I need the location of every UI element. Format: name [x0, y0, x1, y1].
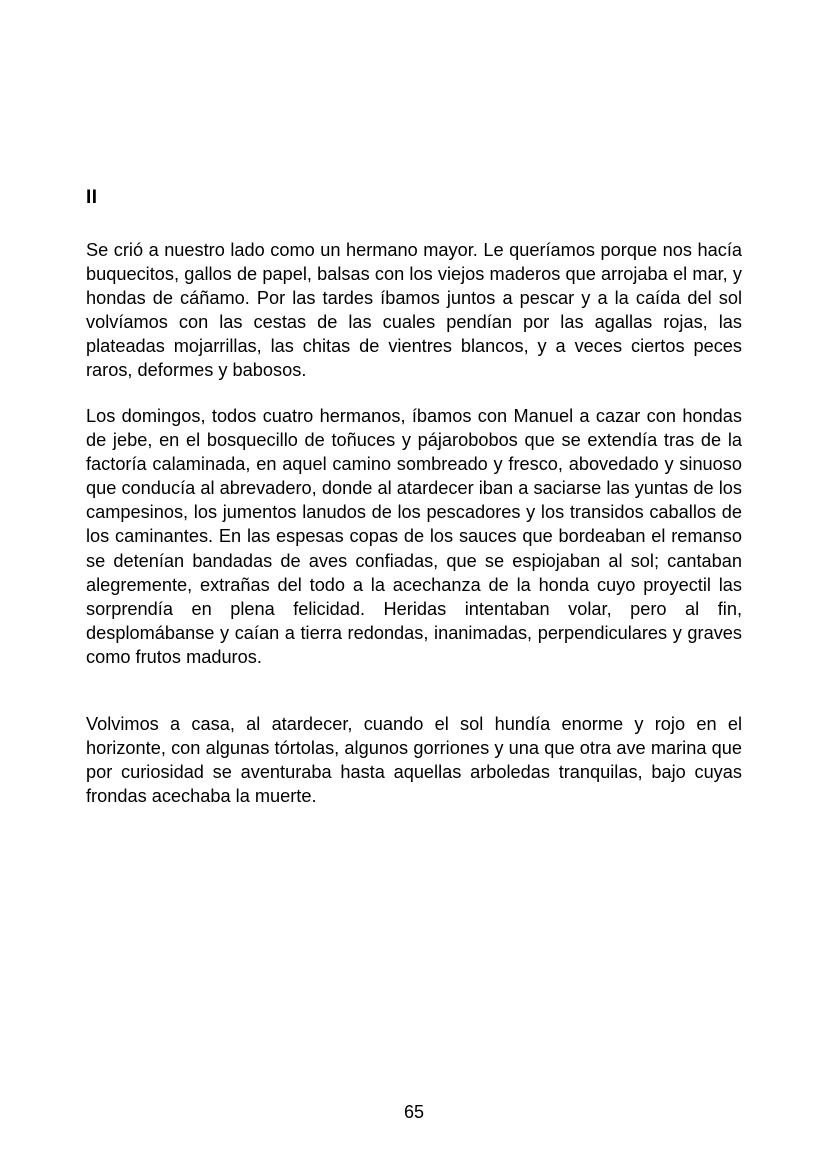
paragraph-3: Volvimos a casa, al atardecer, cuando el sol hundía enorme y rojo en el horizonte, con algunas tórtolas, algunos gorriones y una que otra ave marina que por curiosidad se aventuraba hasta aquellas arboledas tranquilas, bajo cuyas frondas acechaba la muerte.: [86, 714, 742, 807]
page-number: 65: [403, 1102, 425, 1122]
chapter-heading: II: [86, 187, 98, 208]
paragraph-2: Los domingos, todos cuatro hermanos, íbamos con Manuel a cazar con hondas de jebe, en el bosquecillo de toñuces y pájarobobos que se extendía tras de la factoría calaminada, en aquel camino sombreado y fresco, abovedado y sinuoso que conducía al abrevadero, donde al atardecer iban a saciarse las yuntas de los campesinos, los jumentos lanudos de los pescadores y los transidos caballos de los caminantes. En las espesas copas de los sauces que bordeaban el remanso se detenían bandadas de aves confiadas, que se espiojaban al sol; cantaban alegremente, extrañas del todo a la acechanza de la honda cuyo proyectil las sorprendía en plena felicidad. Heridas intentaban volar, pero al fin, desplomábanse y caían a tierra redondas, inanimadas, perpendiculares y graves como frutos maduros.: [86, 406, 742, 667]
paragraph-1: Se crió a nuestro lado como un hermano mayor. Le queríamos porque nos hacía buquecitos, gallos de papel, balsas con los viejos maderos que arrojaba el mar, y hondas de cáñamo. Por las tardes íbamos juntos a pescar y a la caída del sol volvíamos con las cestas de las cuales pendían por las agallas rojas, las plateadas mojarrillas, las chitas de vientres blancos, y a veces ciertos peces raros, deformes y babosos.: [86, 240, 742, 381]
